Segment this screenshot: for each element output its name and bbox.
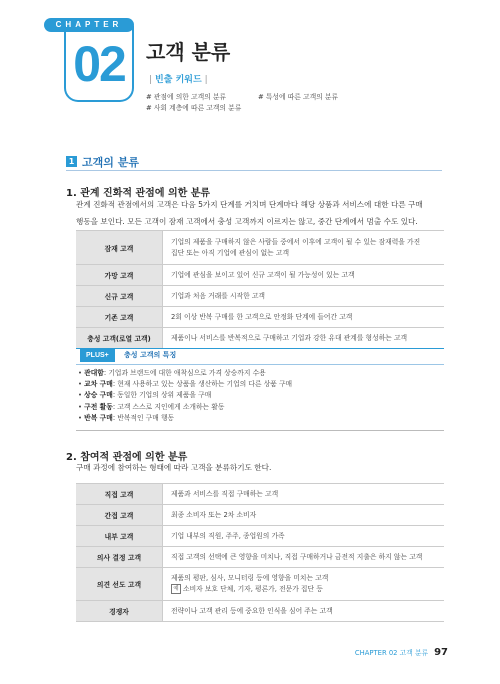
section-title: 고객의 분류: [82, 156, 139, 169]
section-number: 1: [66, 156, 77, 167]
row-desc: 기업에 관심을 보이고 있어 신규 고객이 될 가능성이 있는 고객: [163, 265, 445, 286]
row-desc: 최종 소비자 또는 2차 소비자: [163, 505, 445, 526]
item-term: 반복 구매: [84, 413, 113, 422]
row-desc: 전략이나 고객 관리 등에 중요한 인식을 심어 주는 고객: [163, 601, 445, 622]
page-number: 97: [434, 647, 448, 658]
table-row: [76, 568, 444, 601]
example-mark-icon: 예: [171, 584, 181, 594]
list-item: • 구전 활동: 고객 스스로 지인에게 소개하는 활동: [78, 402, 225, 411]
item-term: 관대함: [84, 369, 104, 377]
row-head: 간접 고객: [76, 505, 163, 526]
row-desc: 제품과 서비스를 직접 구매하는 고객: [163, 484, 445, 505]
row-head: 경쟁자: [76, 601, 163, 622]
keyword-bar-right-icon: |: [204, 75, 208, 85]
row-head: 의견 선도 고객: [76, 568, 163, 601]
note-text: 소비자 보호 단체, 기자, 평론가, 전문가 집단 등: [183, 585, 323, 593]
item-text: : 동일한 기업의 상위 제품을 구매: [112, 391, 212, 400]
item-term: 구전 활동: [84, 402, 113, 411]
keyword-item: # 사회 계층에 따른 고객의 분류: [146, 104, 242, 112]
plus-top-border: [76, 348, 444, 349]
desc-note: [171, 584, 436, 595]
part2-paragraph: 구매 과정에 참여하는 형태에 따라 고객을 분류하기도 한다.: [76, 463, 272, 472]
table-row: [76, 286, 444, 307]
table-row: [76, 265, 444, 286]
row-head: 가망 고객: [76, 265, 163, 286]
item-text: : 기업과 브랜드에 대한 애착심으로 가격 상승까지 수용: [103, 369, 266, 377]
desc-line: 기업의 제품을 구매하지 않은 사람들 중에서 이후에 고객이 될 수 있는 잠재력을 가진: [171, 237, 421, 246]
row-desc: 2회 이상 반복 구매를 한 고객으로 안정화 단계에 들어간 고객: [163, 307, 445, 328]
table-row: [76, 601, 444, 622]
list-item: • 상승 구매: 동일한 기업의 상위 제품을 구매: [78, 391, 212, 400]
chapter-number: 02: [64, 26, 134, 102]
plus-title: 충성 고객의 특징: [124, 351, 177, 359]
part2-title: 2. 참여적 관점에 의한 분류: [66, 452, 188, 463]
relation-table: [76, 230, 444, 349]
paragraph-line: 관계 진화적 관점에서의 고객은 다음 5가지 단계를 거치며 단계마다 해당 상품과 서비스에 대한 다른 구매: [76, 200, 423, 209]
table-row: [76, 526, 444, 547]
chapter-label: CHAPTER: [44, 18, 134, 32]
row-head: 신규 고객: [76, 286, 163, 307]
row-head: 의사 결정 고객: [76, 547, 163, 568]
row-desc: 기업과 처음 거래를 시작한 고객: [163, 286, 445, 307]
item-term: 교차 구매: [84, 380, 113, 389]
keyword-bar-left-icon: |: [149, 75, 153, 85]
list-item: • 교차 구매: 현재 사용하고 있는 상품을 생산하는 기업의 다른 상품 구매: [78, 380, 293, 389]
list-item: • 관대함: 기업과 브랜드에 대한 애착심으로 가격 상승까지 수용: [78, 369, 266, 377]
row-head: 기존 고객: [76, 307, 163, 328]
row-desc: 직접 고객의 선택에 큰 영향을 미치나, 직접 구매하거나 금전적 지출은 하지 않는 고객: [163, 547, 445, 568]
table-row: [76, 328, 444, 349]
item-text: : 현재 사용하고 있는 상품을 생산하는 기업의 다른 상품 구매: [112, 380, 293, 389]
item-term: 상승 구매: [84, 391, 113, 400]
section-divider: [66, 170, 442, 171]
row-desc: 기업 내부의 직원, 주주, 종업원의 가족: [163, 526, 445, 547]
row-desc: [163, 231, 445, 265]
keyword-heading: [146, 72, 211, 85]
table-row: [76, 505, 444, 526]
part1-title: 1. 관계 진화적 관점에 의한 분류: [66, 188, 211, 199]
item-text: : 고객 스스로 지인에게 소개하는 활동: [112, 402, 225, 411]
desc-line: 집단 또는 아직 기업에 관심이 없는 고객: [171, 248, 290, 257]
plus-list: [78, 368, 292, 424]
table-row: [76, 484, 444, 505]
item-text: : 반복적인 구매 행동: [112, 413, 175, 422]
participation-table: [76, 483, 444, 622]
row-head: 충성 고객(로열 고객): [76, 328, 163, 349]
desc-line: 제품의 평판, 심사, 모니터링 등에 영향을 미치는 고객: [171, 574, 329, 582]
table-row: [76, 231, 444, 265]
row-head: 잠재 고객: [76, 231, 163, 265]
row-desc: 제품이나 서비스를 반복적으로 구매하고 기업과 강한 유대 관계를 형성하는 고객: [163, 328, 445, 349]
list-item: • 반복 구매: 반복적인 구매 행동: [78, 413, 175, 422]
table-row: [76, 307, 444, 328]
keyword-label: 빈출 키워드: [155, 75, 202, 85]
keyword-item: # 관점에 의한 고객의 분류: [146, 93, 226, 101]
page-footer: [355, 647, 448, 658]
part1-paragraph: [76, 196, 444, 230]
row-head: 내부 고객: [76, 526, 163, 547]
plus-badge: PLUS+: [80, 349, 115, 362]
chapter-title: 고객 분류: [146, 40, 231, 64]
plus-divider: [76, 364, 444, 365]
plus-bottom-border: [76, 430, 444, 431]
table-row: [76, 547, 444, 568]
paragraph-line: 행동을 보인다. 모든 고객이 잠재 고객에서 충성 고객까지 이르지는 않고, 중간 단계에서 멈출 수도 있다.: [76, 217, 418, 226]
row-head: 직접 고객: [76, 484, 163, 505]
footer-chapter: CHAPTER 02 고객 분류: [354, 649, 429, 657]
keyword-item: # 특성에 따른 고객의 분류: [258, 93, 338, 101]
row-desc: [163, 568, 445, 601]
